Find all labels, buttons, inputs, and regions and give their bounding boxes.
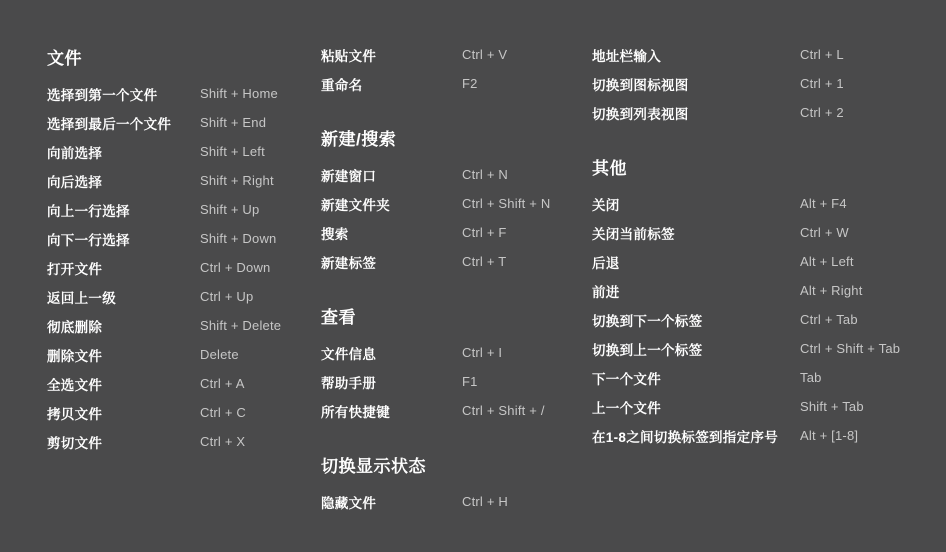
shortcut-keys: Ctrl + F — [462, 225, 507, 240]
shortcut-keys: Ctrl + H — [462, 494, 509, 509]
shortcut-row — [47, 166, 312, 195]
shortcut-keys: Shift + Right — [200, 173, 274, 188]
shortcut-row — [321, 367, 583, 396]
shortcut-label: 选择到第一个文件 — [47, 87, 158, 103]
shortcut-row — [47, 427, 312, 456]
shortcut-row — [47, 398, 312, 427]
shortcut-row — [47, 224, 312, 253]
shortcut-keys: Ctrl + 2 — [800, 105, 844, 120]
shortcut-label: 搜索 — [321, 226, 349, 242]
section-title: 其他 — [592, 159, 627, 178]
shortcut-label: 打开文件 — [47, 261, 103, 277]
shortcut-label: 拷贝文件 — [47, 406, 103, 422]
shortcut-label: 全选文件 — [47, 377, 103, 393]
shortcut-row — [592, 421, 940, 450]
shortcut-keys: Ctrl + I — [462, 345, 503, 360]
shortcut-row — [47, 79, 312, 108]
shortcut-row — [592, 98, 940, 127]
shortcut-row — [47, 253, 312, 282]
shortcut-keys: Shift + Up — [200, 202, 260, 217]
shortcut-label: 重命名 — [321, 77, 363, 93]
shortcut-label: 关闭 — [592, 197, 620, 213]
shortcut-keys: Shift + Home — [200, 86, 278, 101]
section-title: 新建/搜索 — [321, 130, 397, 149]
shortcut-row — [592, 189, 940, 218]
shortcut-row — [321, 189, 583, 218]
shortcut-row — [321, 396, 583, 425]
shortcut-row — [47, 311, 312, 340]
shortcut-keys: Ctrl + V — [462, 47, 508, 62]
shortcut-row — [321, 40, 583, 69]
shortcut-label: 新建标签 — [321, 255, 377, 271]
shortcut-row — [47, 369, 312, 398]
section-title: 切换显示状态 — [321, 457, 426, 476]
shortcut-row — [321, 247, 583, 276]
section-title: 文件 — [47, 49, 82, 68]
shortcut-label: 上一个文件 — [592, 400, 661, 416]
shortcut-row — [592, 392, 940, 421]
shortcut-label: 所有快捷键 — [321, 404, 390, 420]
shortcut-keys: Ctrl + Shift + N — [462, 196, 551, 211]
shortcut-keys: F1 — [462, 374, 478, 389]
shortcut-keys: Ctrl + N — [462, 167, 509, 182]
shortcut-keys: Ctrl + W — [800, 225, 849, 240]
shortcut-keys: Tab — [800, 370, 822, 385]
shortcut-row — [321, 160, 583, 189]
shortcut-keys: Ctrl + L — [800, 47, 844, 62]
shortcut-keys: Ctrl + Shift + / — [462, 403, 545, 418]
shortcut-label: 帮助手册 — [321, 375, 377, 391]
shortcut-label: 选择到最后一个文件 — [47, 116, 172, 132]
shortcut-keys: Shift + Tab — [800, 399, 864, 414]
section-title: 查看 — [321, 308, 356, 327]
shortcut-row — [592, 305, 940, 334]
shortcut-keys: Ctrl + Down — [200, 260, 271, 275]
shortcut-keys: Alt + [1-8] — [800, 428, 859, 443]
shortcut-keys: Shift + Left — [200, 144, 265, 159]
shortcut-keys: Shift + Delete — [200, 318, 282, 333]
shortcut-label: 在1-8之间切换标签到指定序号 — [592, 429, 779, 445]
shortcut-label: 粘贴文件 — [321, 48, 377, 64]
shortcut-label: 剪切文件 — [47, 435, 103, 451]
shortcut-row — [47, 340, 312, 369]
shortcut-keys: Ctrl + Tab — [800, 312, 858, 327]
shortcut-label: 隐藏文件 — [321, 495, 377, 511]
shortcut-label: 删除文件 — [47, 348, 103, 364]
shortcut-label: 地址栏输入 — [592, 48, 661, 64]
shortcut-row — [47, 137, 312, 166]
shortcut-label: 关闭当前标签 — [592, 226, 675, 242]
shortcut-row — [592, 363, 940, 392]
shortcut-label: 切换到列表视图 — [592, 106, 689, 122]
shortcuts-column — [321, 40, 583, 516]
shortcut-row — [592, 247, 940, 276]
shortcuts-column — [47, 40, 312, 456]
shortcut-keys: Ctrl + A — [200, 376, 245, 391]
shortcut-row — [592, 276, 940, 305]
shortcut-row — [592, 218, 940, 247]
shortcut-label: 向前选择 — [47, 145, 103, 161]
shortcut-keys: Alt + Left — [800, 254, 854, 269]
shortcut-label: 向下一行选择 — [47, 232, 130, 248]
shortcut-keys: Ctrl + Up — [200, 289, 254, 304]
shortcut-row — [592, 69, 940, 98]
shortcut-row — [321, 69, 583, 98]
shortcut-row — [47, 282, 312, 311]
shortcut-keys: Ctrl + 1 — [800, 76, 844, 91]
shortcut-label: 前进 — [592, 284, 620, 300]
shortcut-label: 返回上一级 — [47, 290, 116, 306]
shortcut-keys: Ctrl + X — [200, 434, 246, 449]
shortcut-label: 彻底删除 — [47, 319, 103, 335]
shortcut-row — [47, 108, 312, 137]
shortcut-keys: Ctrl + C — [200, 405, 247, 420]
shortcut-label: 向后选择 — [47, 174, 103, 190]
shortcut-keys: Alt + Right — [800, 283, 863, 298]
shortcut-label: 后退 — [592, 255, 620, 271]
shortcut-keys: Shift + Down — [200, 231, 277, 246]
shortcut-row — [592, 334, 940, 363]
shortcut-keys: Alt + F4 — [800, 196, 847, 211]
shortcut-label: 切换到图标视图 — [592, 77, 689, 93]
shortcut-label: 新建窗口 — [321, 168, 377, 184]
shortcuts-column — [592, 40, 940, 450]
shortcut-label: 切换到上一个标签 — [592, 342, 703, 358]
shortcut-label: 切换到下一个标签 — [592, 313, 703, 329]
shortcut-keys: Delete — [200, 347, 239, 362]
shortcut-keys: Shift + End — [200, 115, 267, 130]
shortcut-row — [592, 40, 940, 69]
shortcut-label: 向上一行选择 — [47, 203, 130, 219]
shortcut-keys: Ctrl + T — [462, 254, 507, 269]
shortcut-keys: F2 — [462, 76, 478, 91]
shortcut-label: 新建文件夹 — [321, 197, 390, 213]
shortcut-label: 文件信息 — [321, 346, 377, 362]
shortcut-label: 下一个文件 — [592, 371, 661, 387]
shortcut-row — [321, 338, 583, 367]
shortcut-keys: Ctrl + Shift + Tab — [800, 341, 901, 356]
shortcut-row — [47, 195, 312, 224]
shortcut-row — [321, 218, 583, 247]
shortcut-row — [321, 487, 583, 516]
